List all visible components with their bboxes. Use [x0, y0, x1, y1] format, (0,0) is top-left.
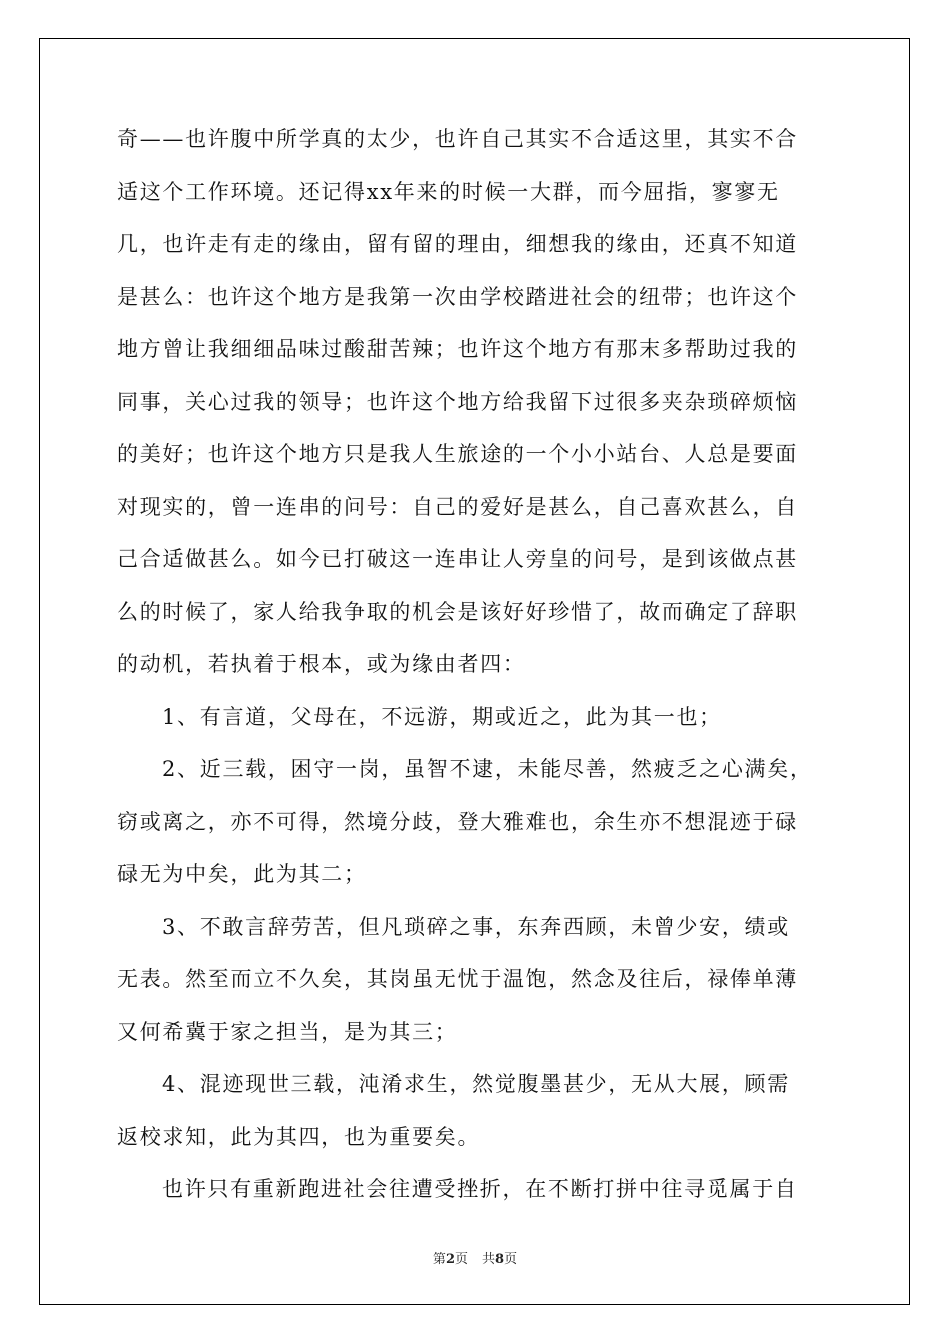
page-number: 2: [445, 1252, 455, 1267]
page-prefix: 第: [432, 1252, 446, 1267]
text-line: 地方曾让我细细品味过酸甜苦辣；也许这个地方有那末多帮助过我的: [117, 337, 798, 361]
text-line: 对现实的，曾一连串的问号：自己的爱好是甚么，自己喜欢甚么，自: [117, 494, 798, 519]
text-line: 么的时候了，家人给我争取的机会是该好好珍惜了，故而确定了辞职: [117, 599, 798, 624]
text-line: 几，也许走有走的缘由，留有留的理由，细想我的缘由，还真不知道: [117, 232, 798, 256]
page-footer: [0, 1248, 950, 1267]
page-suffix: 页: [454, 1252, 468, 1267]
text-line: 适这个工作环境。还记得xx年来的时候一大群，而今屈指，寥寥无: [117, 179, 780, 204]
list-item-1: 1、有言道，父母在，不远游，期或近之，此为其一也；: [162, 704, 722, 729]
list-item-3: 3、不敢言辞劳苦，但凡琐碎之事，东奔西顾，未曾少安，绩或: [162, 914, 790, 939]
total-pages: 8: [495, 1252, 505, 1267]
text-line: 是甚么：也许这个地方是我第一次由学校踏进社会的纽带；也许这个: [117, 284, 798, 309]
text-line: 碌无为中矣，此为其二；: [117, 862, 367, 886]
total-suffix: 页: [504, 1252, 518, 1267]
text-line: 返校求知，此为其四，也为重要矣。: [117, 1124, 481, 1149]
text-line: 同事，关心过我的领导；也许这个地方给我留下过很多夹杂琐碎烦恼: [117, 389, 798, 414]
text-line: 窃或离之，亦不可得，然境分歧，登大雅难也，余生亦不想混迹于碌: [117, 809, 798, 834]
total-prefix: 共: [482, 1252, 496, 1267]
text-line: 的动机，若执着于根本，或为缘由者四：: [117, 652, 526, 676]
list-item-2: 2、近三载，困守一岗，虽智不逮，未能尽善，然疲乏之心满矣，: [162, 757, 813, 781]
text-line: 己合适做甚么。如今已打破这一连串让人旁皇的问号，是到该做点甚: [117, 547, 798, 571]
document-body: [117, 126, 833, 1229]
text-line: 奇——也许腹中所学真的太少，也许自己其实不合适这里，其实不合: [117, 127, 798, 151]
text-line: 的美好；也许这个地方只是我人生旅途的一个小小站台、人总是要面: [117, 442, 798, 466]
text-line: 又何希冀于家之担当，是为其三；: [117, 1019, 458, 1044]
text-line: 无表。然至而立不久矣，其岗虽无忧于温饱，然念及往后，禄俸单薄: [117, 967, 798, 991]
paragraph-start: 也许只有重新跑进社会往遭受挫折，在不断打拼中往寻觅属于自: [162, 1177, 798, 1201]
list-item-4: 4、混迹现世三载，沌淆求生，然觉腹墨甚少，无从大展，顾需: [162, 1072, 790, 1096]
